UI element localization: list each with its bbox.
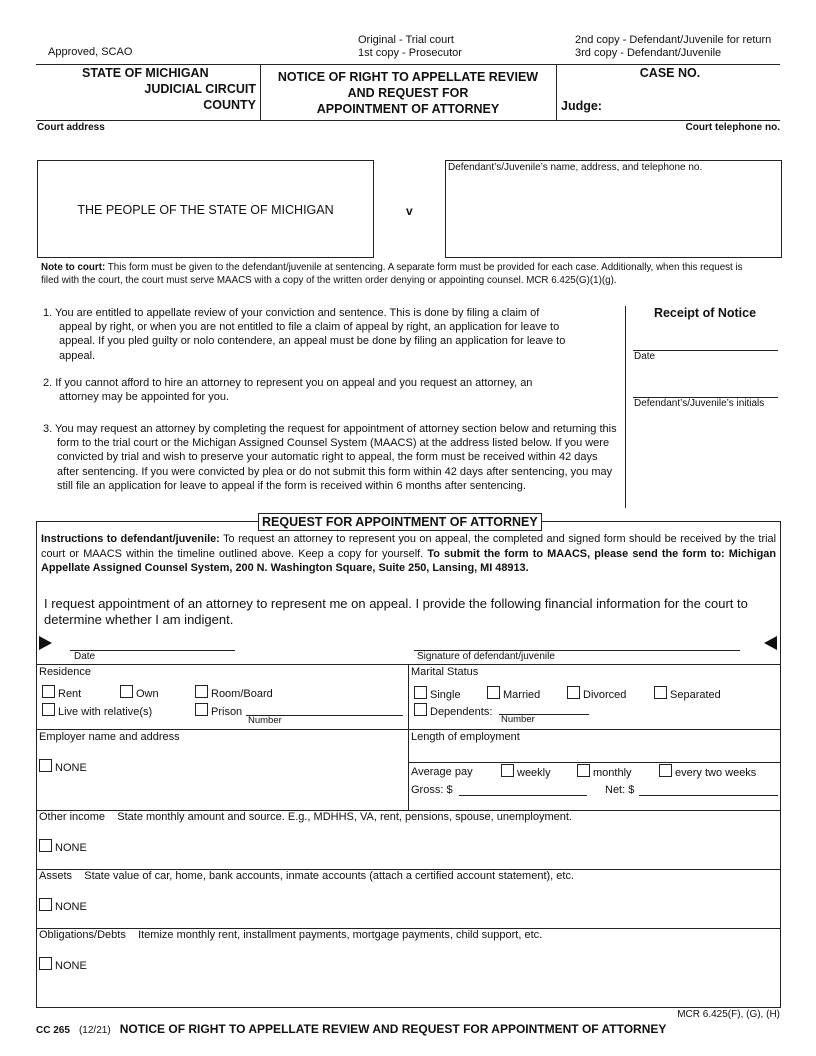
copy-first: 1st copy - Prosecutor — [358, 47, 462, 59]
other-income-none[interactable] — [39, 839, 87, 854]
pay-weekly-label: weekly — [517, 767, 551, 779]
item-2 — [43, 376, 573, 404]
case-no-label: CASE NO. — [639, 66, 701, 80]
other-income-row — [39, 811, 572, 823]
pay-weekly[interactable] — [501, 764, 551, 779]
assets-row — [39, 870, 574, 882]
obligations-none-label: NONE — [55, 960, 87, 972]
approved-label: Approved, SCAO — [48, 46, 133, 58]
residence-prison[interactable] — [195, 703, 242, 718]
arrow-right-icon — [39, 636, 52, 650]
residence-rent[interactable] — [42, 685, 81, 700]
employer-none[interactable] — [39, 759, 87, 774]
request-title: REQUEST FOR APPOINTMENT OF ATTORNEY — [258, 513, 542, 531]
obligations-label: Obligations/Debts — [39, 929, 126, 941]
pay-monthly-label: monthly — [593, 767, 632, 779]
residence-room[interactable] — [195, 685, 273, 700]
footer — [36, 1022, 666, 1036]
form-title-line-3: APPOINTMENT OF ATTORNEY — [316, 102, 500, 116]
marital-separated-label: Separated — [670, 689, 721, 701]
checkbox-icon[interactable] — [42, 703, 55, 716]
employer-none-label: NONE — [55, 762, 87, 774]
employment-length-label: Length of employment — [411, 731, 520, 743]
residence-own-label: Own — [136, 688, 159, 700]
note-text: This form must be given to the defendant/juvenile at sentencing. A separate form must be provided for each case. Additionally, when this request is filed with the court, the court must serve MAACS with a copy of the written order denying or appointing counsel. MCR 6.425(G)(1)(g). — [41, 262, 743, 286]
marital-single[interactable] — [414, 686, 461, 701]
checkbox-icon[interactable] — [39, 759, 52, 772]
request-statement: I request appointment of an attorney to represent me on appeal. I provide the following financial information for the court to determine whether I am indigent. — [44, 596, 748, 627]
footer-mcr: MCR 6.425(F), (G), (H) — [677, 1009, 780, 1020]
checkbox-icon[interactable] — [42, 685, 55, 698]
versus-label: v — [406, 204, 413, 218]
marital-married-label: Married — [503, 689, 541, 701]
instructions-address: To submit the form to MAACS, please send the form to: Michigan Appellate Assigned Counsel System, 200 N. Washington Square, Suite 250, Lansing, MI 48913. — [41, 547, 776, 574]
obligations-none[interactable] — [39, 957, 87, 972]
marital-separated[interactable] — [654, 686, 721, 701]
assets-desc: State value of car, home, bank accounts, inmate accounts (attach a certified account statement), etc. — [84, 870, 575, 882]
average-pay-label: Average pay — [411, 766, 473, 778]
checkbox-icon[interactable] — [120, 685, 133, 698]
assets-none[interactable] — [39, 898, 87, 913]
checkbox-icon[interactable] — [659, 764, 672, 777]
note-label: Note to court: — [41, 262, 106, 273]
marital-dependents[interactable] — [414, 703, 492, 718]
request-instructions — [41, 532, 776, 576]
marital-label: Marital Status — [411, 666, 479, 678]
copy-second: 2nd copy - Defendant/Juvenile for return — [575, 34, 772, 46]
checkbox-icon[interactable] — [39, 898, 52, 911]
checkbox-icon[interactable] — [195, 703, 208, 716]
court-address-label: Court address — [37, 122, 105, 133]
residence-rent-label: Rent — [58, 688, 82, 700]
item-1 — [43, 306, 573, 363]
marital-dependents-label: Dependents: — [430, 706, 493, 718]
assets-label: Assets — [39, 870, 73, 882]
note-to-court — [41, 262, 761, 287]
gross-label: Gross: $ — [411, 784, 453, 796]
defendant-label: Defendant’s/Juvenile’s name, address, and telephone no. — [448, 162, 703, 173]
marital-married[interactable] — [487, 686, 540, 701]
receipt-date-label: Date — [634, 351, 656, 362]
other-income-none-label: NONE — [55, 842, 87, 854]
instructions-text: To request an attorney to represent you on appeal, the completed and signed form should be received by the trial court or MAACS within the timeline outlined above. Keep a copy for yourself. — [41, 533, 776, 560]
obligations-desc: Itemize monthly rent, installment payments, mortgage payments, child support, etc. — [138, 929, 543, 941]
judge-label: Judge: — [561, 99, 602, 113]
residence-relative-label: Live with relative(s) — [58, 706, 153, 718]
arrow-left-icon — [764, 636, 777, 650]
defendant-box[interactable] — [445, 160, 782, 258]
residence-prison-label: Prison — [211, 706, 243, 718]
receipt-title: Receipt of Notice — [653, 306, 757, 320]
copy-distribution-right — [575, 34, 771, 60]
signature-label: Signature of defendant/juvenile — [417, 651, 555, 662]
court-phone-label: Court telephone no. — [685, 122, 780, 133]
item-3-text: 3. You may request an attorney by completing the request for appointment of attorney section below and returning this form to the trial court or the Michigan Assigned Counsel System (MAACS) at the address listed below. If you were convicted by trial and wish to preserve your automatic right to appeal, the form must be received within 42 days after sentencing. If you were convicted by plea or do not submit this form within 42 days after sentencing, you may still file an application for leave to appeal if the form is received within 6 months after sentencing. — [43, 423, 617, 492]
copy-distribution-mid — [358, 34, 462, 60]
residence-label: Residence — [39, 666, 91, 678]
residence-own[interactable] — [120, 685, 159, 700]
item-2-text: 2. If you cannot afford to hire an attorney to represent you on appeal and you request an attorney, an attorney may be appointed for you. — [43, 377, 533, 404]
footer-title: NOTICE OF RIGHT TO APPELLATE REVIEW AND REQUEST FOR APPOINTMENT OF ATTORNEY — [119, 1022, 667, 1036]
item-3 — [43, 422, 621, 493]
copy-third: 3rd copy - Defendant/Juvenile — [575, 47, 722, 59]
form-title-line-2: AND REQUEST FOR — [347, 86, 469, 100]
checkbox-icon[interactable] — [654, 686, 667, 699]
people-box — [37, 160, 374, 258]
county-label: COUNTY — [203, 98, 256, 112]
circuit-label: JUDICIAL CIRCUIT — [144, 82, 256, 96]
form-title — [262, 69, 554, 117]
marital-single-label: Single — [430, 689, 461, 701]
footer-form-no: CC 265 — [36, 1025, 70, 1036]
people-label: THE PEOPLE OF THE STATE OF MICHIGAN — [77, 203, 334, 217]
net-label: Net: $ — [605, 784, 635, 796]
instructions-label: Instructions to defendant/juvenile: — [41, 533, 220, 545]
checkbox-icon[interactable] — [39, 957, 52, 970]
residence-room-label: Room/Board — [211, 688, 273, 700]
footer-rev: (12/21) — [78, 1025, 111, 1036]
employer-label: Employer name and address — [39, 731, 180, 743]
assets-none-label: NONE — [55, 901, 87, 913]
checkbox-icon[interactable] — [577, 764, 590, 777]
residence-relative[interactable] — [42, 703, 152, 718]
checkbox-icon[interactable] — [487, 686, 500, 699]
item-1-text: 1. You are entitled to appellate review of your conviction and sentence. This is done by filing a claim of appeal by right, or when you are not entitled to file a claim of appeal by right, an application for leave to appeal. If you pled guilty or nolo contendere, an appeal must be done by filing an application for leave to appeal. — [43, 307, 566, 362]
prison-number-label: Number — [248, 715, 282, 726]
pay-biweekly[interactable] — [659, 764, 756, 779]
form-title-line-1: NOTICE OF RIGHT TO APPELLATE REVIEW — [277, 70, 539, 84]
other-income-desc: State monthly amount and source. E.g., MDHHS, VA, rent, pensions, spouse, unemployment. — [117, 811, 572, 823]
checkbox-icon[interactable] — [195, 685, 208, 698]
request-date-label: Date — [74, 651, 96, 662]
marital-divorced[interactable] — [567, 686, 626, 701]
checkbox-icon[interactable] — [39, 839, 52, 852]
checkbox-icon[interactable] — [414, 686, 427, 699]
checkbox-icon[interactable] — [567, 686, 580, 699]
state-label: STATE OF MICHIGAN — [82, 66, 209, 80]
pay-monthly[interactable] — [577, 764, 632, 779]
receipt-initials-label: Defendant’s/Juvenile’s initials — [634, 398, 765, 409]
checkbox-icon[interactable] — [414, 703, 427, 716]
copy-original: Original - Trial court — [358, 34, 454, 46]
obligations-row — [39, 929, 542, 941]
marital-divorced-label: Divorced — [583, 689, 627, 701]
checkbox-icon[interactable] — [501, 764, 514, 777]
pay-biweekly-label: every two weeks — [675, 767, 757, 779]
other-income-label: Other income — [39, 811, 106, 823]
dependents-number-label: Number — [501, 714, 535, 725]
